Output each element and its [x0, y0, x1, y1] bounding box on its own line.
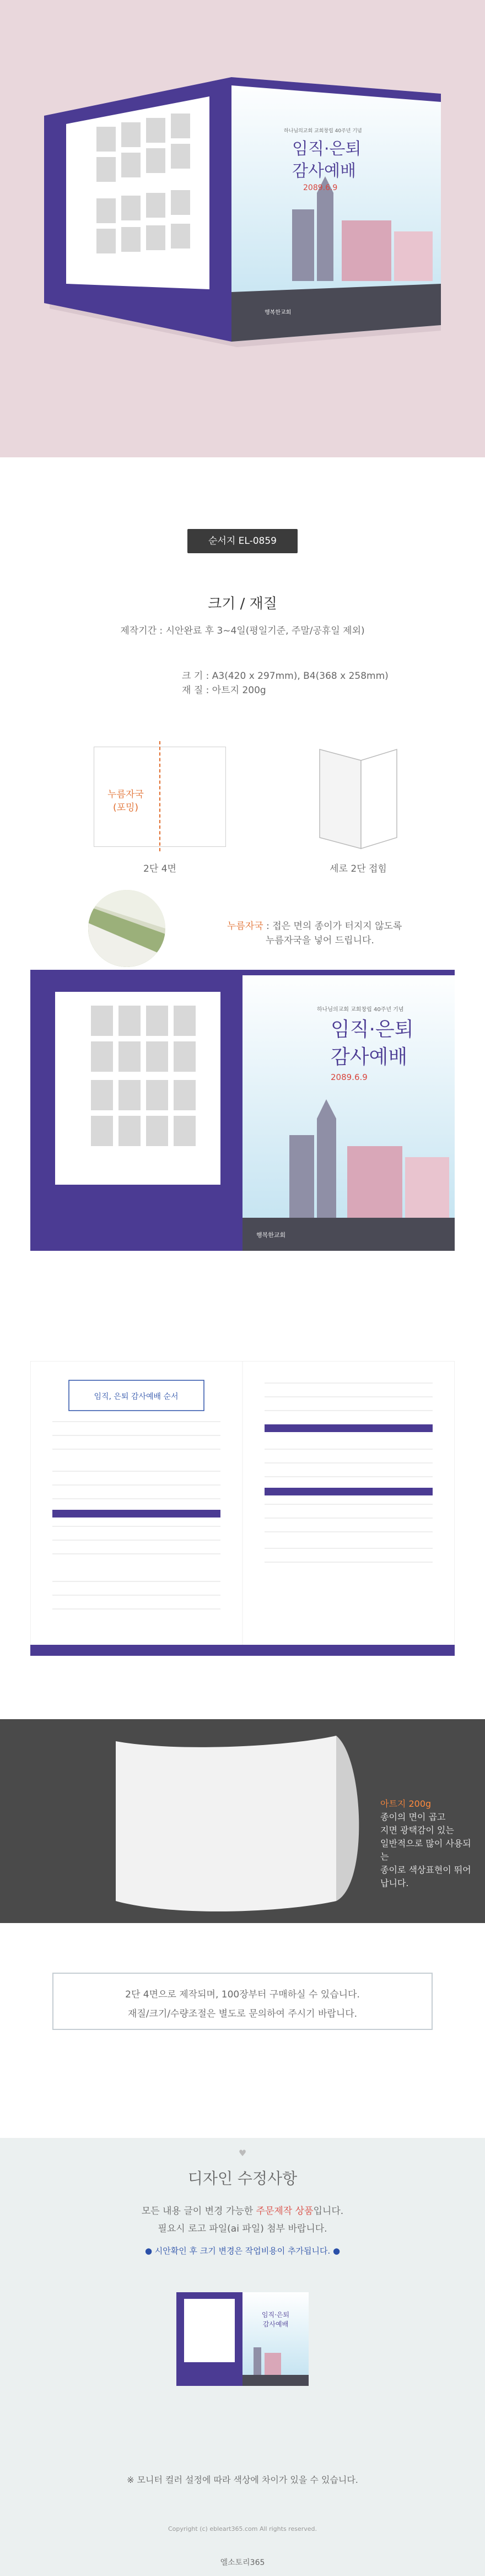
custom-order-highlight: 주문제작 상품 — [256, 2206, 314, 2217]
monitor-color-note: ※ 모니터 컬러 설정에 따라 색상에 차이가 있을 수 있습니다. — [127, 2475, 358, 2485]
design-line2: 필요시 로고 파일(ai 파일) 첨부 바랍니다. — [158, 2223, 327, 2234]
design-line1 — [0, 2203, 485, 2217]
product-code-badge: 순서지 EL-0859 — [187, 529, 298, 553]
spread-date: 2089.6.9 — [331, 1072, 368, 1082]
thumb-title-line1: 임직·은퇴 — [261, 2311, 290, 2319]
design-line3: ● 시안확인 후 크기 변경은 작업비용이 추가됩니다. ● — [144, 2246, 341, 2256]
crease-note-line1 — [227, 919, 425, 933]
order-title: 임직, 은퇴 감사예배 순서 — [94, 1392, 179, 1401]
brochure-title-line1: 임직·은퇴 — [292, 139, 362, 159]
paper-desc-line2: 지면 광택감이 있는 — [380, 1825, 454, 1835]
copyright-text: Copyright (c) ebleart365.com All rights reserved. — [168, 2525, 317, 2532]
notice-line2: 재질/크기/수량조절은 별도로 문의하여 주시기 바랍니다. — [127, 2008, 358, 2019]
design-title: 디자인 수정사항 — [187, 2169, 298, 2188]
vertical-fold-caption: 세로 2단 접힘 — [330, 863, 387, 874]
crease-label — [95, 788, 157, 814]
folded-sheet-diagram — [309, 741, 408, 851]
brochure-subtitle: 하나님의교회 교회창립 40주년 기념 — [284, 128, 362, 134]
design-line1-post: 입니다. — [313, 2206, 344, 2217]
brand-signature: 엘소토리365 — [220, 2558, 265, 2567]
paper-desc-line4: 종이로 색상표현이 뛰어납니다. — [380, 1865, 471, 1888]
notice-box — [52, 1973, 433, 2030]
heart-icon: ♥ — [238, 2148, 247, 2158]
paper-spec-text: 재 질 : 아트지 200g — [182, 685, 266, 696]
paper-desc-line3: 일반적으로 많이 사용되는 — [380, 1838, 471, 1862]
production-time-text: 제작기간 : 시안완료 후 3~4일(평일기준, 주말/공휴일 제외) — [120, 625, 365, 636]
brochure-church-name: 행복한교회 — [265, 310, 292, 316]
design-thumbnail — [176, 2292, 309, 2386]
inside-spread-preview — [30, 1361, 455, 1656]
hero-brochure-image — [33, 72, 452, 353]
paper-name: 아트지 200g — [380, 1799, 432, 1809]
crease-note-line2: 누름자국을 넣어 드립니다. — [266, 935, 374, 946]
spread-title-line1: 임직·은퇴 — [331, 1018, 414, 1041]
design-line1-pre: 모든 내용 글이 변경 가능한 — [141, 2206, 256, 2217]
notice-line1: 2단 4면으로 제작되며, 100장부터 구매하실 수 있습니다. — [125, 1989, 360, 2000]
crease-note-text: : 접은 면의 종이가 터지지 않도록 — [263, 921, 402, 932]
spread-church-name: 행복한교회 — [256, 1232, 286, 1239]
crease-label-line1: 누름자국 — [107, 789, 144, 800]
crease-note-title: 누름자국 — [227, 921, 263, 932]
brochure-title-line2: 감사예배 — [292, 161, 356, 181]
size-material-title: 크기 / 재질 — [208, 596, 277, 612]
crease-label-line2: (포밍) — [112, 802, 139, 813]
thumb-title-line2: 감사예배 — [262, 2320, 289, 2328]
spread-subtitle: 하나님의교회 교회창립 40주년 기념 — [317, 1007, 404, 1013]
brochure-date: 2089.6.9 — [303, 183, 338, 192]
outside-spread-preview — [30, 970, 455, 1251]
crease-note — [227, 919, 425, 948]
spread-title-line2: 감사예배 — [331, 1046, 408, 1068]
crease-line — [159, 741, 160, 851]
crease-closeup-image — [88, 890, 165, 967]
paper-desc-line1: 종이의 면이 곱고 — [380, 1812, 446, 1822]
paper-description — [380, 1797, 479, 1890]
two-fold-four-page-caption: 2단 4면 — [143, 863, 176, 874]
size-spec-text: 크 기 : A3(420 x 297mm), B4(368 x 258mm) — [182, 671, 389, 682]
